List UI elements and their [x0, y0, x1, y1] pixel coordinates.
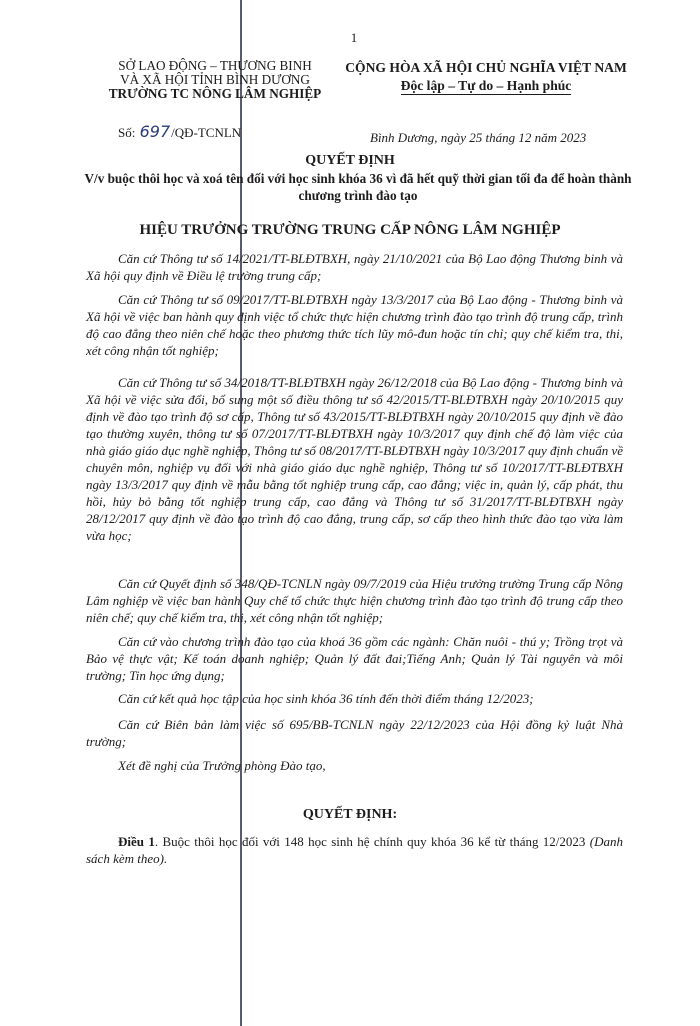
- document-number-handwritten: 697: [139, 122, 171, 141]
- recital-paragraph: Căn cứ vào chương trình đào tạo của khoá 36 gồm các ngành: Chăn nuôi - thú y; Trồng trọt và Bảo vệ thực vật; Kế toán doanh nghiệp; Quản lý đất đai;Tiếng Anh; Quản lý Tài nguyên và môi trường; Tin học ứng dụng;: [86, 634, 623, 683]
- national-motto-block: [336, 59, 636, 95]
- document-number-prefix: Số:: [118, 125, 136, 140]
- issuing-authority-block: [90, 59, 340, 101]
- recital-paragraph: Căn cứ kết quả học tập của học sinh khóa 36 tính đến thời điểm tháng 12/2023;: [118, 691, 534, 706]
- place-date-line: Bình Dương, ngày 25 tháng 12 năm 2023: [370, 130, 587, 145]
- recital-paragraph: Căn cứ Biên bản làm việc số 695/BB-TCNLN ngày 22/12/2023 của Hội đồng kỷ luật Nhà trường;: [86, 717, 623, 749]
- country-name: CỘNG HÒA XÃ HỘI CHỦ NGHĨA VIỆT NAM: [345, 60, 627, 75]
- document-title: QUYẾT ĐỊNH: [305, 153, 395, 168]
- document-number-suffix: /QĐ-TCNLN: [171, 125, 242, 140]
- school-name: TRƯỜNG TC NÔNG LÂM NGHIỆP: [108, 86, 322, 101]
- document-subject: V/v buộc thôi học và xoá tên đối với học sinh khóa 36 vì đã hết quỹ thời gian tối đa để hoàn thành chương trình đào tạo: [84, 171, 632, 203]
- article-1-text: . Buộc thôi học đối với 148 học sinh hệ chính quy khóa 36 kể từ tháng 12/2023: [154, 834, 590, 849]
- national-motto: Độc lập – Tự do – Hạnh phúc: [400, 78, 572, 93]
- article-1: [86, 833, 623, 867]
- article-1-label: Điều 1: [118, 834, 155, 849]
- recital-paragraph: Căn cứ Thông tư số 09/2017/TT-BLĐTBXH ngày 13/3/2017 của Bộ Lao động - Thương binh và Xã hội về việc ban hành quy định việc tổ chức thực hiện chương trình đào tạo trình độ trung cấp, trình độ cao đẳng theo niên chế hoặc theo phương thức tích lũy mô-đun hoặc tín chỉ; quy chế kiểm tra, thi, xét công nhận tốt nghiệp;: [86, 292, 623, 358]
- authority-line-2: VÀ XÃ HỘI TỈNH BÌNH DƯƠNG: [120, 72, 310, 87]
- decision-heading: QUYẾT ĐỊNH:: [302, 807, 398, 822]
- article-1-note: (Danh sách kèm theo).: [86, 834, 623, 866]
- recital-paragraph: Xét đề nghị của Trưởng phòng Đào tạo,: [118, 758, 326, 773]
- authority-line-1: SỞ LAO ĐỘNG – THƯƠNG BINH: [118, 58, 312, 73]
- document-number: [118, 122, 241, 141]
- recital-paragraph: Căn cứ Quyết định số 348/QĐ-TCNLN ngày 09/7/2019 của Hiệu trưởng trường Trung cấp Nông Lâm nghiệp về việc ban hành Quy chế tổ chức thực hiện chương trình đào tạo trình độ trung cấp theo niên chế; quy chế kiểm tra, thi, xét công nhận tốt nghiệp;: [86, 576, 623, 625]
- recital-paragraph: Căn cứ Thông tư số 34/2018/TT-BLĐTBXH ngày 26/12/2018 của Bộ Lao động - Thương binh và Xã hội về việc sửa đổi, bổ sung một số điều thông tư số 42/2015/TT-BLĐTBXH ngày 20/10/2015 quy định về đào tạo trình độ sơ cấp, Thông tư số 43/2015/TT-BLĐTBXH ngày 20/10/2015 quy định về đào tạo thường xuyên, thông tư số 07/2017/TT-BLĐTBXH ngày 10/3/2017 quy định chế độ làm việc của nhà giáo giáo dục nghề nghiệp, Thông tư số 08/2017/TT-BLĐTBXH ngày 10/3/2017 quy định chuẩn về chuyên môn, nghiệp vụ đối với nhà giáo giáo dục nghề nghiệp, Thông tư số 10/2017/TT-BLĐTBXH ngày 13/3/2017 quy định về mẫu bằng tốt nghiệp trung cấp, cao đẳng; việc in, quản lý, cấp phát, thu hồi, hủy bỏ bằng tốt nghiệp trung cấp, cao đẳng và Thông tư số 31/2017/TT-BLĐTBXH ngày 28/12/2017 quy định về đào tạo trình độ cao đẳng, trung cấp, sơ cấp theo hình thức đào tạo vừa làm vừa học;: [86, 375, 623, 543]
- recital-paragraph: Căn cứ Thông tư số 14/2021/TT-BLĐTBXH, ngày 21/10/2021 của Bộ Lao động Thương binh và Xã hội quy định về Điều lệ trường trung cấp;: [86, 251, 623, 283]
- page-number: 1: [350, 30, 358, 45]
- issuer-title: HIỆU TRƯỞNG TRƯỜNG TRUNG CẤP NÔNG LÂM NGHIỆP: [139, 222, 561, 238]
